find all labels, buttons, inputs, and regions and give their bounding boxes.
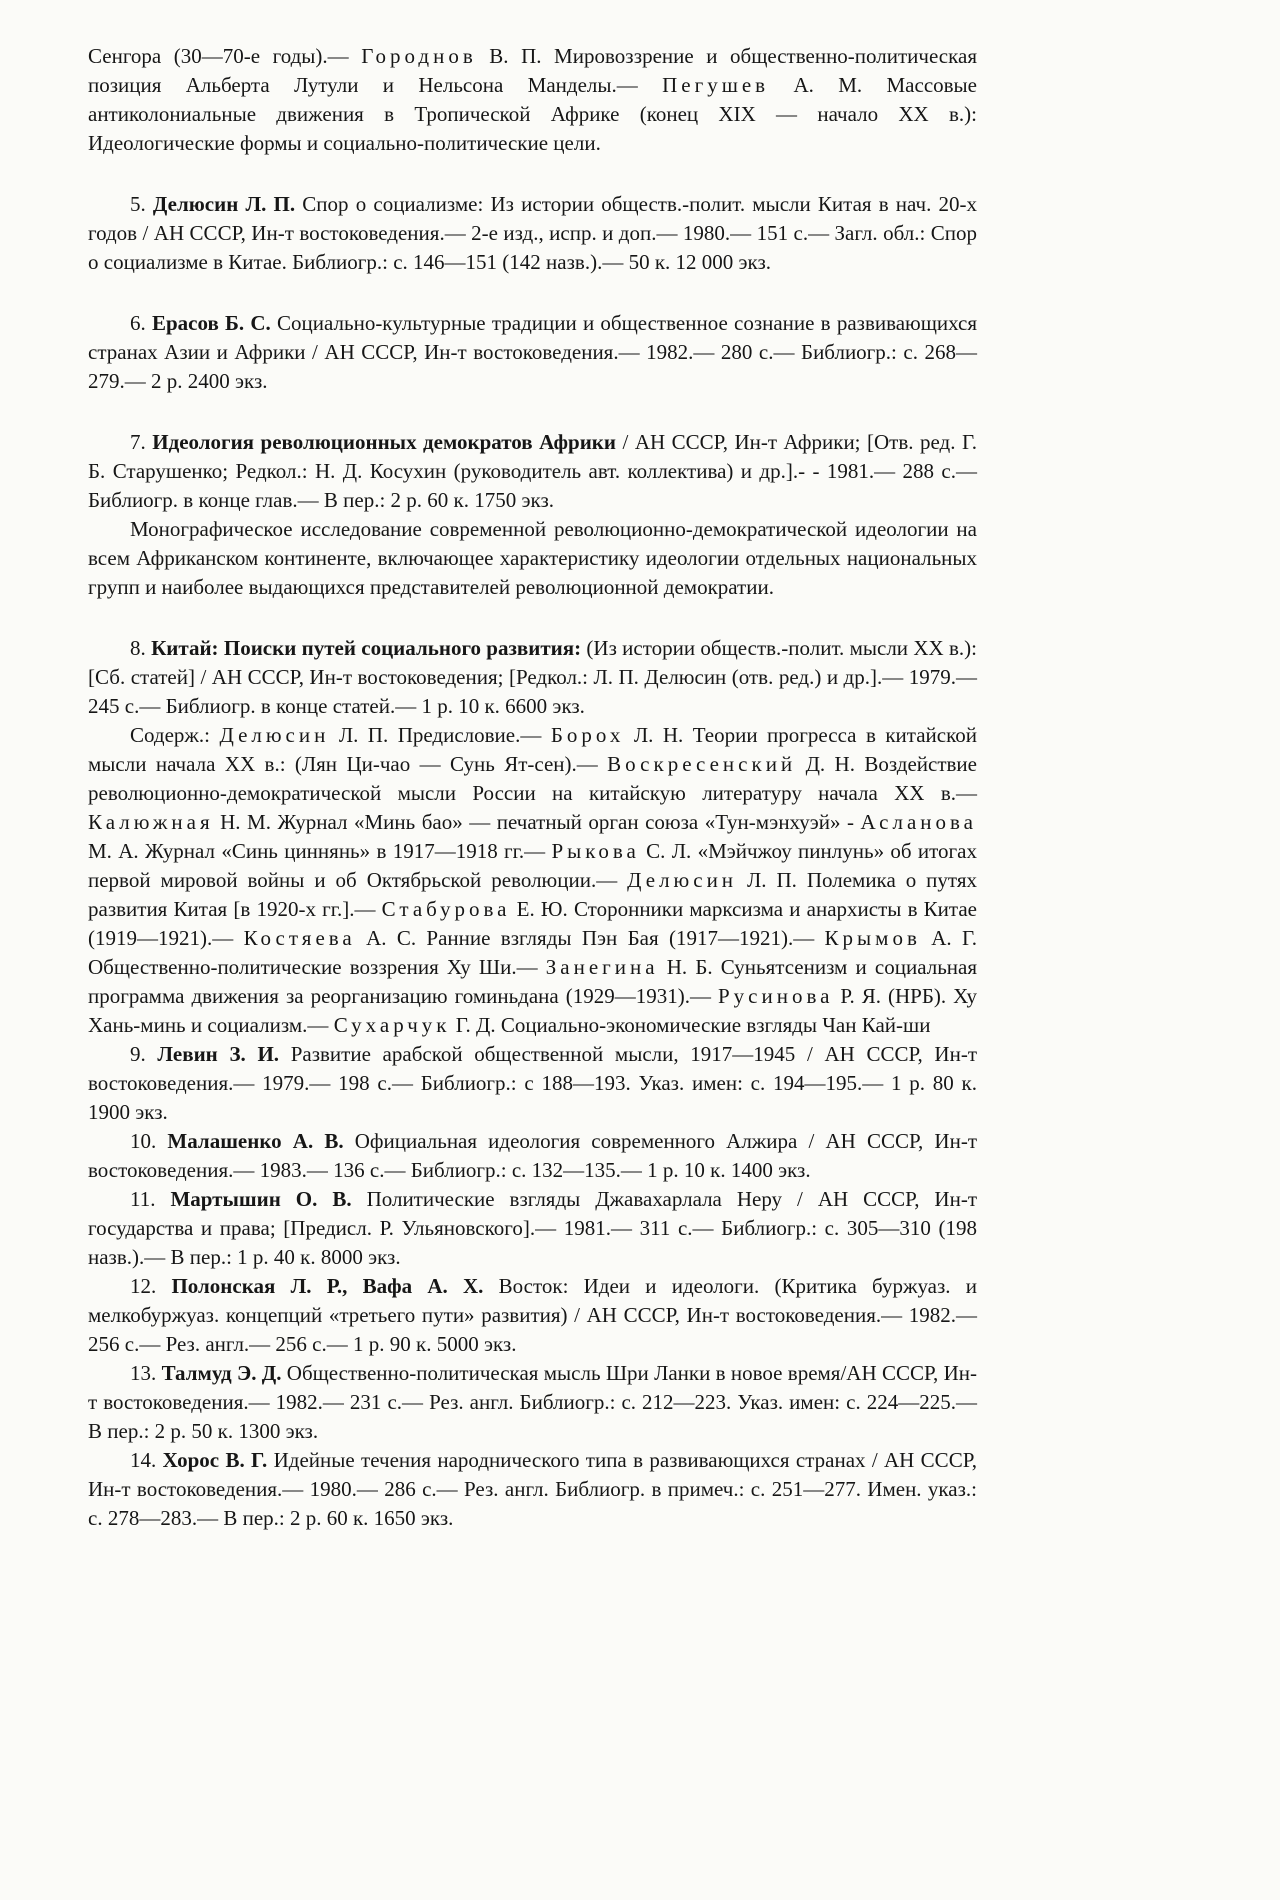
text-segment: Развитие арабской общественной мысли, 1917—1945 / АН СССР, Ин-т востоковедения.— 1979.— 198 с.— Библиогр.: с 188—193. Указ. имен: с. 194—195.— 1 р. 80 к. 1900 экз. [88,1042,978,1124]
text-segment: / АН СССР, Ин-т Африки; [Отв. ред. Г. Б. Старушенко; Редкол.: Н. Д. Косухин (руководитель авт. коллектива) и др.].- - 1981.— 288 с.— Библиогр. в конце глав.— В пер.: 2 р. 60 к. 1750 экз. [88,430,978,512]
entry-number: 13. [130,1361,162,1385]
author-name-spaced: Занегина [545,955,659,979]
text-segment: В. П. Мировоззрение и общественно-политическая позиция Альберта Лутули и Нельсона Манделы.— [88,44,977,97]
author-name-spaced: Воскресенский [607,752,797,776]
text-segment: Восток: Идеи и идеологи. (Критика буржуаз. и мелкобуржуаз. концепций «третьего пути» развития) / АН СССР, Ин-т востоковедения.— 1982.—256 с.— Рез. англ.— 256 с.— 1 р. 90 к. 5000 экз. [88,1274,977,1356]
author-name-spaced: Делюсин [627,868,738,892]
entry-number: 6. [130,311,152,335]
author-name-spaced: Городнов [361,44,477,68]
text-segment: А. С. Ранние взгляды Пэн Бая (1917—1921).— [355,926,825,950]
author-name-spaced: Асланова [860,810,977,834]
bibliography-entry-13 [88,1359,977,1446]
entry-7-annotation [88,515,977,602]
author-name-bold: Хорос В. Г. [162,1448,268,1472]
author-name-spaced: Делюсин [219,723,330,747]
text-segment: А. М. Массовые антиколониальные движения в Тропической Африке (конец XIX — начало XX в.): Идеологические формы и социально-политические цели. [88,73,977,155]
text-segment: Социально-культурные традиции и общественное сознание в развивающихся странах Азии и Африки / АН СССР, Ин-т востоковедения.— 1982.— 280 с.— Библиогр.: с. 268—279.— 2 р. 2400 экз. [88,311,978,393]
text-segment: Содерж.: [130,723,220,747]
text-segment: М. А. Журнал «Синь циннянь» в 1917—1918 гг.— [88,839,552,863]
author-name-spaced: Костяева [243,926,356,950]
entry-number: 14. [130,1448,163,1472]
author-name-bold: Талмуд Э. Д. [161,1361,282,1385]
author-name-bold: Левин З. И. [157,1042,280,1066]
bibliography-entry-7 [88,428,977,515]
author-name-bold: Ерасов Б. С. [151,311,271,335]
text-segment: Официальная идеология современного Алжира / АН СССР, Ин-т востоковедения.— 1983.— 136 с.— Библиогр.: с. 132—135.— 1 р. 10 к. 1400 экз. [88,1129,977,1182]
text-segment: Л. П. Полемика о путях развития Китая [в 1920-х гг.].— [88,868,977,921]
author-name-spaced: Русинова [717,984,834,1008]
text-segment: Е. Ю. Сторонники марксизма и анархисты в Китае (1919—1921).— [88,897,977,950]
bibliography-entry-10 [88,1127,977,1185]
text-segment: А. Г. Общественно-политические воззрения Ху Ши.— [88,926,977,979]
entry-number: 7. [130,430,153,454]
author-name-spaced: Стабурова [381,897,511,921]
author-name-spaced: Борох [550,723,625,747]
bibliography-entry-12 [88,1272,977,1359]
entry-number: 9. [130,1042,158,1066]
entry-number: 10. [130,1129,168,1153]
text-segment: Р. Я. (НРБ). Ху Хань-минь и социализм.— [88,984,977,1037]
author-name-bold: Полонская Л. Р., Вафа А. Х. [171,1274,484,1298]
author-name-spaced: Рыкова [551,839,640,863]
title-bold: Китай: Поиски путей социального развития: [151,636,582,660]
entry-number: 12. [130,1274,172,1298]
text-segment: Спор о социализме: Из истории обществ.-полит. мысли Китая в нач. 20-х годов / АН СССР, Ин-т востоковедения.— 2-е изд., испр. и доп.— 1980.— 151 с.— Загл. обл.: Спор о социализме в Китае. Библиогр.: с. 146—151 (142 назв.).— 50 к. 12 000 экз. [88,192,978,274]
text-segment: Г. Д. Социально-экономические взгляды Чан Кай-ши [450,1013,931,1037]
entry-8-contents [88,721,977,1040]
text-segment: Л. Н. Теории прогресса в китайской мысли начала XX в.: (Лян Ци-чао — Сунь Ят-сен).— [88,723,977,776]
author-name-bold: Делюсин Л. П. [152,192,296,216]
text-segment: Л. П. Предисловие.— [329,723,551,747]
author-name-spaced: Крымов [824,926,921,950]
text-segment: Идейные течения народнического типа в развивающихся странах / АН СССР, Ин-т востоковедения.— 1980.— 286 с.— Рез. англ. Библиогр. в примеч.: с. 251—277. Имен. указ.: с. 278—283.— В пер.: 2 р. 60 к. 1650 экз. [88,1448,978,1530]
author-name-spaced: Калюжная [88,810,214,834]
paragraph-continuation [88,42,977,158]
entry-number: 11. [130,1187,171,1211]
text-segment: Сенгора (30—70-е годы).— [88,44,362,68]
author-name-bold: Малашенко А. В. [167,1129,344,1153]
text-segment: С. Л. «Мэйчжоу пинлунь» об итогах первой мировой войны и об Октябрьской революции.— [88,839,977,892]
bibliography-entry-9 [88,1040,977,1127]
title-bold: Идеология революционных демократов Африки [152,430,616,454]
entry-number: 5. [130,192,153,216]
bibliography-entry-6 [88,309,977,396]
bibliography-entry-8 [88,634,977,721]
text-segment: Д. Н. Воздействие революционно-демократической мысли России на китайскую литературу начала XX в.— [88,752,977,805]
author-name-bold: Мартышин О. В. [170,1187,352,1211]
text-segment: Н. Б. Суньятсенизм и социальная программа движения за реорганизацию гоминьдана (1929—1931).— [88,955,977,1008]
bibliography-entry-5 [88,190,977,277]
text-segment: (Из истории обществ.-полит. мысли XX в.): [Сб. статей] / АН СССР, Ин-т востоковедения; [Редкол.: Л. П. Делюсин (отв. ред.) и др.].— 1979.— 245 с.— Библиогр. в конце статей.— 1 р. 10 к. 6600 экз. [88,636,977,718]
bibliography-entry-11 [88,1185,977,1272]
text-segment: Общественно-политическая мысль Шри Ланки в новое время/АН СССР, Ин-т востоковедения.— 1982.— 231 с.— Рез. англ. Библиогр.: с. 212—223. Указ. имен: с. 224—225.— В пер.: 2 р. 50 к. 1300 экз. [88,1361,977,1443]
bibliography-entry-14 [88,1446,977,1533]
entry-number: 8. [130,636,152,660]
author-name-spaced: Пегушев [662,73,770,97]
text-segment: Н. М. Журнал «Минь бао» — печатный орган союза «Тун-мэнхуэй» - [213,810,861,834]
author-name-spaced: Сухарчук [333,1013,451,1037]
text-segment: Монографическое исследование современной революционно-демократической идеологии на всем Африканском континенте, включающее характеристику идеологии отдельных национальных групп и наиболее выдающихся представителей революционной демократии. [88,517,977,599]
text-segment: Политические взгляды Джавахарлала Неру / АН СССР, Ин-т государства и права; [Предисл. Р. Ульяновского].— 1981.— 311 с.— Библиогр.: с. 305—310 (198 назв.).— В пер.: 1 р. 40 к. 8000 экз. [88,1187,977,1269]
